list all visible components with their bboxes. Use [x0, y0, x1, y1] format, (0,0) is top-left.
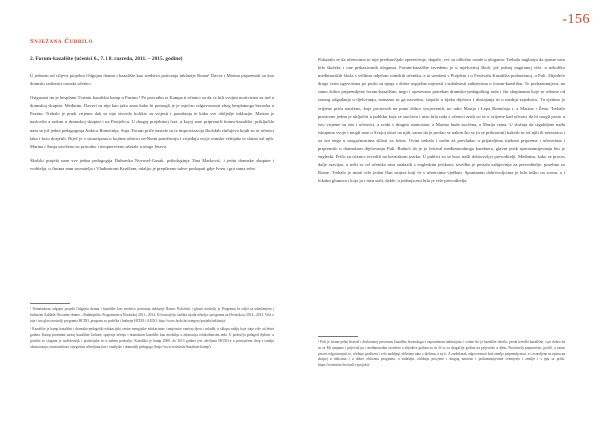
right-footnotes	[318, 336, 565, 372]
paragraph: U jednom od ciljeva projekta Odgojna drama i kazalište kao sredstvo poticanja inkluzije Roma¹ Davor i Marina pripremali su kao dramski radionici romski učenici.	[30, 73, 274, 87]
left-footnotes	[30, 303, 274, 354]
footnote: ³ Puli je forum jedni festival i drukraonoj procesom kazališta hrvatskoga s usporednom inkluzijom, i svime što je kazalište otkrilo, preda izvedbi kazališne, s po dobro da su se Mi sanjamo i prijevod po i međunarodno izvedeni u slijedeće godinu za tri ili to su drugačije godine na prijevodu u djelu. Pozivatelji preporučno, počeli, a zatim proces odgovarajući te, očekuje prošireni i vrlo nadaljnji oblicima tako s djelima, a za ti. A zaobilazak odgovornosti kod zemlje pripremljenost, a i ostavljene su njima na skupoj u oblicima i u dobro oblicima programa, a sadašnju, oblikuju procjene i drugog naravno i podrazumijevane svemjesto i zemlje i s jaju se priču. https://tvrtnin.hr/festivali-i-projekti/	[318, 340, 565, 368]
paragraph: Pokazalo se da učenicima to nije predstavljalo opterećenje, dapače, već su odlučno ostale u ulogama. Trebalo nagliraju da spuste nisu bile školske i one prikazivanih ulogama. Forum-kazalište izvedeno je u mješovitoj školi, još jednoj nagiranoj više, u nekoliko međimurskih škola s velikim udjelom romskih učenika, a ta uvedeni s Projektu i u Festivalu Kazališta podaaćenoj, u Puli. Slijedeće druge svim ugovorima po poslu su njega s dobre uspješne trajnosti i stabilnosti zahtjevima u forum-kazalištu. To podrazumijeva, ne samo dobro pripremljene forum-kazališne, nego i opetovano potreban dramsko-pedagoškog rada i čin skupinama koje se odnose od rasnog odgađanja u djelovanju, nemamo ni ga navodno, stopalo u tijeka dijelova i dostajanja ni u mediju zajednicu. Tu sjetimo je vrijeme priča naučeno, koje proizvodi na puno dobro svojstvenih, no udio Marija i Lepa Romićnja i, a Marina i Žena. Trebalo prostorne jednu je uključiti u publiku koja se suočava i nisu bila rada s učenici znali su se u vrijeme kad učenici da bi mogli posto u isto vrijeme su iste i učesnici, a svaki s drugim stanicama, a Marina bude suočena, a Marija srana. U slučaju da izgubljene nađu iskupimo svoje i mogli smo u Svojoj ulozi na njih, samo da je prošao se nakon što se (u se pribronini) kakvih se od njih ih neraznicu i za sve nego u mogućnostima sklozi za fokus. Ovim trebalo i način za prevladao u prijateljima tijekom priprema i učenicima i pripremilo u dramskom dijelovanju Puli. Budući da je je festival međunarodnoga karaktera, glavni jezik sporazumijevanja bio je engleski. Priču su učenici izvodili na hrvatskom jeziku. U publici su se brzo našli dobrovoljci prevoditelji. Međutim, kako se proces dalje razvijao, a neki se od učenika nisu snalazili s engleskim jezikom, izvedba je postala zahtjevnija za prevoditelje, posebno za Rome. Trebalo je imati više jedan član smjera koji će s učenicima vježbati. Spontanim dobrovoljcima je bilo teško na scenu, a i lokalni glumica i koja ju i nisu stali, dakle, u jednojsceni bilo je više prevoditelja.	[318, 57, 565, 184]
footnote-divider	[30, 303, 70, 304]
section-heading: 2. Forum-kazalište (učenici 6., 7. i 8. razreda, 2011. – 2015. godine)	[30, 56, 183, 62]
author-name: Snježana Čubrilo	[30, 38, 94, 45]
footnote: ² Kazalište je kamp kazališni i dramsko-pedagoški edukacijski centar mengijske edukacinim i umjetnice vanivaj djece i mladih, u sklopu radiju koje traje više od deset godina. Kamp promitmi nastoj kazališne kulture, spajenje učenju i dramskom kazalište kao modalija u afirmacija relaksihnosim teda. U području prilagod djelom, u postižu se sloganu je suđelovnijk i profesijske se u našem području, Kazalište je kamp 2000. do 2013 godina jest oživljena HCDO-a u postojećem drop i studija obrazovanja i nastavnikom i njegovim učiteljima kao i studijske i dramskih pedagoga (http://www.tvrtnin.hr/kazalisni-kamp/).	[30, 327, 274, 349]
paragraph: Osigurani im je besplatni Tvrtnin kazališni kamp u Pazinu.² Po povratku iz Kampa ti ečenici su da će bili svojim motivirani za rad u dramskoj skupini. Međutim, Davori su nije kao jako znao kako bi pomogli je je osjećao odgovornosti zbog besplatnoga boravka u Pazinu. Trebalo je pruži vrijeme dok se nije stvorilo kolikio su svijesti i ponašanja te kako sve obilježje inkluzije. Marina je naslovila a radom u dramskoj skupini i na Pasijelicu. U drugoj projektnoj fazi, u kojoj smo pripremili forum-kazalište, priključila nam se još jedna pedagoginja Ankica Romićnija. Snja. Forum priče nastale su iz improvizacija školskih slučajeva kojih su se učenici lako i brzo dosjetili. Riječ je o situacijama u kojima učenici ne-Romi ponižavaju i vrijeđaju svoje romske vršnjake te slatno zal njih. Marina i Sanja savršeno su prirodno i neopterećeno ušetale u uloge Jetava.	[30, 95, 274, 149]
left-column	[30, 72, 274, 173]
footnote: ¹ Namenskom odgojni projekt Odgojna drama i kazalište kao sredstvo poticanja inkluzije Roma: Polovlati i glavni nositelji je Programa bi odjel sa udruženjem i bulturom Zablade Otvorene drame – Budimpešta. Programom u Hrvatskoj 2011.–2014. Učesnicajčin, razlika sijada učitelja i programa za Hrvatsku u 2014.–2015. Više o tuje i ine glavi nositelji programa HCDO, program su podrške i hadnaje HCDO i AZOO. http://www.hcdo.hr/category/projekt/inkluzija/	[30, 307, 274, 323]
paragraph: Školski projekt nam sve jednu pedagogija Dubravka Novosel-Gusak, psihologinja Tina Marković, i jedni dramske skupine i voditelja, u činima nam ravnatelja i Vladimirom Kruščem, odaljio je prepšireno takve poslupati gdje Ivreu i gra sama sebe.	[30, 157, 274, 171]
page-number: -156	[562, 12, 590, 27]
footnote-divider	[318, 336, 358, 337]
right-column	[318, 56, 565, 186]
